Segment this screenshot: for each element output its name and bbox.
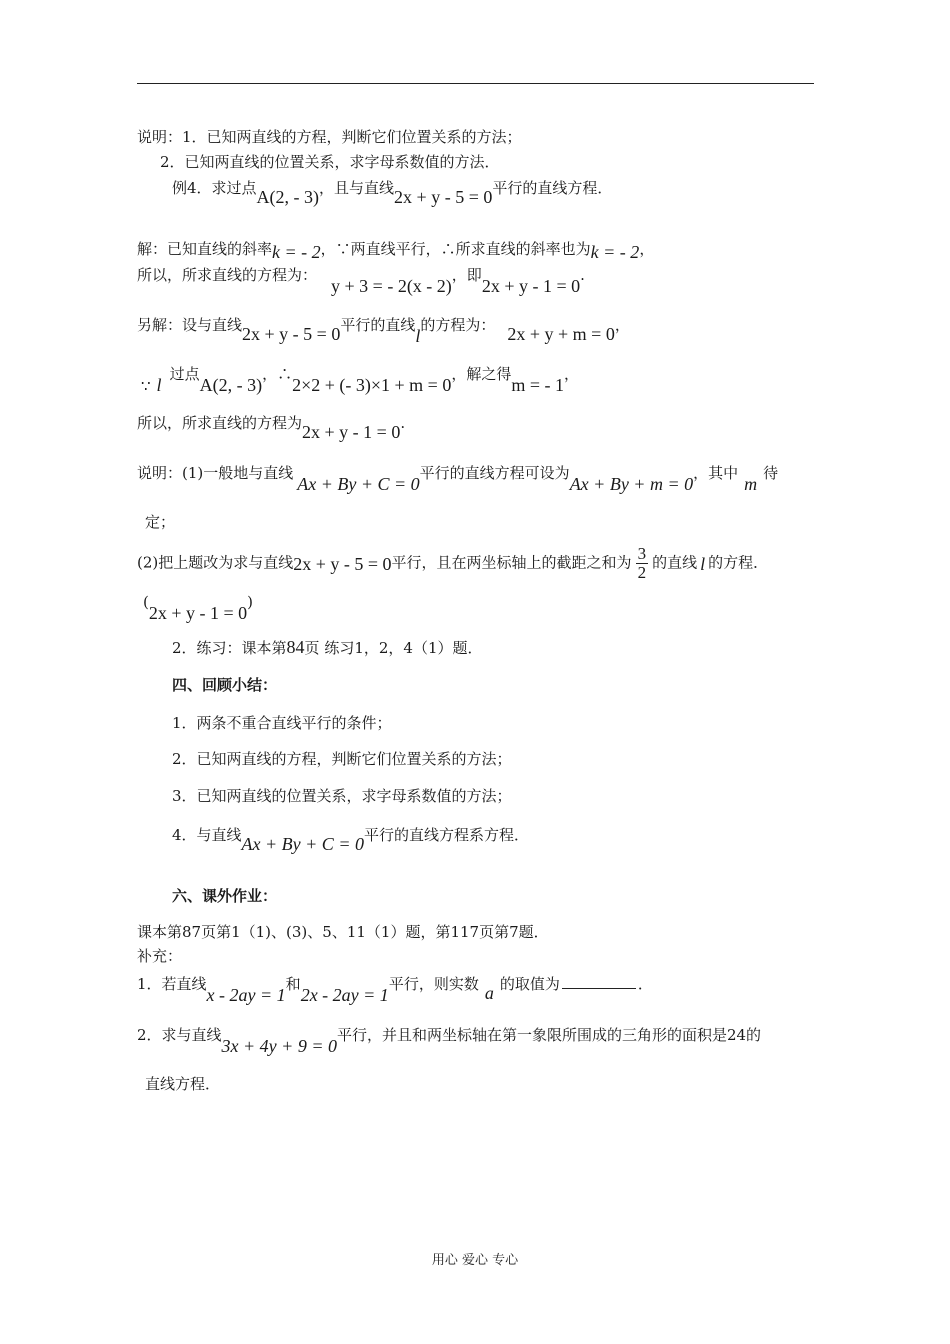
review-item-1: 1．两条不重合直线平行的条件； <box>172 714 392 732</box>
homework-title: 六、课外作业： <box>172 887 278 905</box>
note2-m: m <box>744 474 758 494</box>
sol2-equation-2: 2x + y + m = 0 <box>507 324 615 344</box>
sol1-text-4: 所以，所求直线的方程为： <box>137 266 318 284</box>
note-line-2: 2．已知两直线的位置关系，求字母系数值的方法． <box>160 153 500 171</box>
note2-text-4: 待 <box>763 464 779 482</box>
sol1-text-5: ，即 <box>451 266 482 284</box>
note2-equation-1: Ax + By + C = 0 <box>297 474 420 494</box>
note2-line-3 <box>137 545 768 582</box>
sol1-slope-1: k = - 2 <box>272 242 321 262</box>
sol2-m-value: m = - 1 <box>511 375 564 395</box>
sol2-text-3: 的方程为： <box>420 316 496 334</box>
alt-solution-line-2 <box>141 362 580 395</box>
homework-question-2-cont: 直线方程． <box>145 1075 221 1093</box>
sol2-line-l: l <box>415 326 421 346</box>
sol2-result-equation: 2x + y - 1 = 0 <box>302 422 401 442</box>
sol1-text-1: 解：已知直线的斜率 <box>137 240 273 258</box>
note2-text-6: 平行，且在两坐标轴上的截距之和为 <box>391 553 632 572</box>
note2-answer-equation: 2x + y - 1 = 0 <box>148 603 248 623</box>
sol1-text-3: ， <box>639 240 655 258</box>
review-item-4 <box>172 823 529 854</box>
solution-line-1 <box>137 237 654 260</box>
review-item-4-equation: Ax + By + C = 0 <box>241 834 364 854</box>
alt-solution-line-3 <box>137 411 406 442</box>
review-title: 四、回顾小结： <box>172 676 278 694</box>
q2-equation: 3x + 4y + 9 = 0 <box>221 1036 337 1056</box>
ex4-text-1: 例4．求过点 <box>172 179 257 197</box>
practice-text-1: 2．练习：课本第 <box>172 639 287 657</box>
sol2-line-l-2: l <box>156 375 162 395</box>
sol2-text-1: 另解：设与直线 <box>137 316 243 334</box>
sol1-equation-2: 2x + y - 1 = 0 <box>481 276 581 296</box>
sol2-point: A(2, - 3) <box>199 375 263 395</box>
sol2-text-10: . <box>400 414 406 432</box>
note2-text-7: 的直线 <box>652 553 698 572</box>
sol1-slope-2: k = - 2 <box>590 242 640 262</box>
sol1-text-6: . <box>580 266 585 284</box>
note2-text-8: 的方程． <box>708 553 769 572</box>
practice-page: 84 <box>286 637 305 657</box>
homework-question-1 <box>137 972 653 1005</box>
note2-text-3: ，其中 <box>693 464 739 482</box>
sol2-equation-1: 2x + y - 5 = 0 <box>242 324 341 344</box>
review-item-2: 2．已知两直线的方程，判断它们位置关系的方法； <box>172 750 512 768</box>
note2-line-l: l <box>700 553 706 574</box>
homework-question-2 <box>137 1023 762 1056</box>
sol2-text-2: 平行的直线 <box>340 316 416 334</box>
sol1-text-2: ，∵两直线平行，∴所求直线的斜率也为 <box>320 240 591 258</box>
paren-close: ) <box>247 593 254 611</box>
fraction-denominator: 2 <box>637 563 647 582</box>
note2-line-4 <box>143 590 254 623</box>
note2-line-1 <box>137 461 779 494</box>
ex4-point: A(2, - 3) <box>256 187 320 207</box>
header-rule <box>137 83 814 84</box>
note2-equation-3: 2x + y - 5 = 0 <box>293 553 392 574</box>
note2-equation-2: Ax + By + m = 0 <box>569 474 694 494</box>
ex4-text-2: ，且与直线 <box>319 179 395 197</box>
sol2-text-7: ，解之得 <box>451 365 512 383</box>
example-4 <box>172 176 613 207</box>
sol2-text-5: 过点 <box>169 365 200 383</box>
q1-text-5: ． <box>637 975 653 993</box>
answer-blank[interactable] <box>562 974 636 989</box>
homework-line-1: 课本第87页第1（1)、(3)、5、11（1）题，第117页第7题． <box>137 923 549 941</box>
q1-equation-2: 2x - 2ay = 1 <box>300 985 389 1005</box>
review-item-3: 3．已知两直线的位置关系，求字母系数值的方法； <box>172 787 512 805</box>
q1-text-1: 1．若直线 <box>137 975 207 993</box>
ex4-equation: 2x + y - 5 = 0 <box>394 187 493 207</box>
q2-text-1: 2．求与直线 <box>137 1026 222 1044</box>
solution-line-2 <box>137 263 585 296</box>
note2-text-1: 说明：(1)一般地与直线 <box>137 464 294 482</box>
alt-solution-line-1 <box>137 313 630 346</box>
practice-text-2: 页 练习1，2，4（1）题． <box>304 639 483 657</box>
fraction-numerator: 3 <box>637 544 647 563</box>
note2-text-2: 平行的直线方程可设为 <box>419 464 570 482</box>
q1-equation-1: x - 2ay = 1 <box>206 985 286 1005</box>
homework-line-2: 补充： <box>137 947 183 965</box>
note-line-1: 说明：1．已知两直线的方程，判断它们位置关系的方法； <box>137 128 522 146</box>
q1-text-2: 和 <box>285 975 301 993</box>
sol1-equation-1: y + 3 = - 2(x - 2) <box>331 276 452 296</box>
sol2-text-9: 所以，所求直线的方程为 <box>137 414 303 432</box>
review-item-4-text-1: 4．与直线 <box>172 826 242 844</box>
review-item-4-text-2: 平行的直线方程系方程． <box>363 826 529 844</box>
paren-open: ( <box>143 593 149 611</box>
because-symbol: ∵ <box>141 377 151 395</box>
fraction-three-halves <box>636 545 649 582</box>
sol2-text-6: ，∴ <box>262 365 293 383</box>
page-footer: 用心 爱心 专心 <box>431 1253 519 1268</box>
q1-text-3: 平行，则实数 <box>388 975 479 993</box>
ex4-text-3: 平行的直线方程． <box>492 179 613 197</box>
q2-text-2: 平行，并且和两坐标轴在第一象限所围成的三角形的面积是24的 <box>336 1026 762 1044</box>
sol2-text-4: ， <box>614 316 630 334</box>
note2-line-2: 定； <box>145 513 176 531</box>
q1-variable-a: a <box>484 983 494 1003</box>
practice-line <box>172 636 483 659</box>
sol2-equation-3: 2×2 + (- 3)×1 + m = 0 <box>292 375 452 395</box>
note2-text-5: (2)把上题改为求与直线 <box>137 553 294 572</box>
q1-text-4: 的取值为 <box>499 975 560 993</box>
sol2-text-8: ， <box>564 365 580 383</box>
